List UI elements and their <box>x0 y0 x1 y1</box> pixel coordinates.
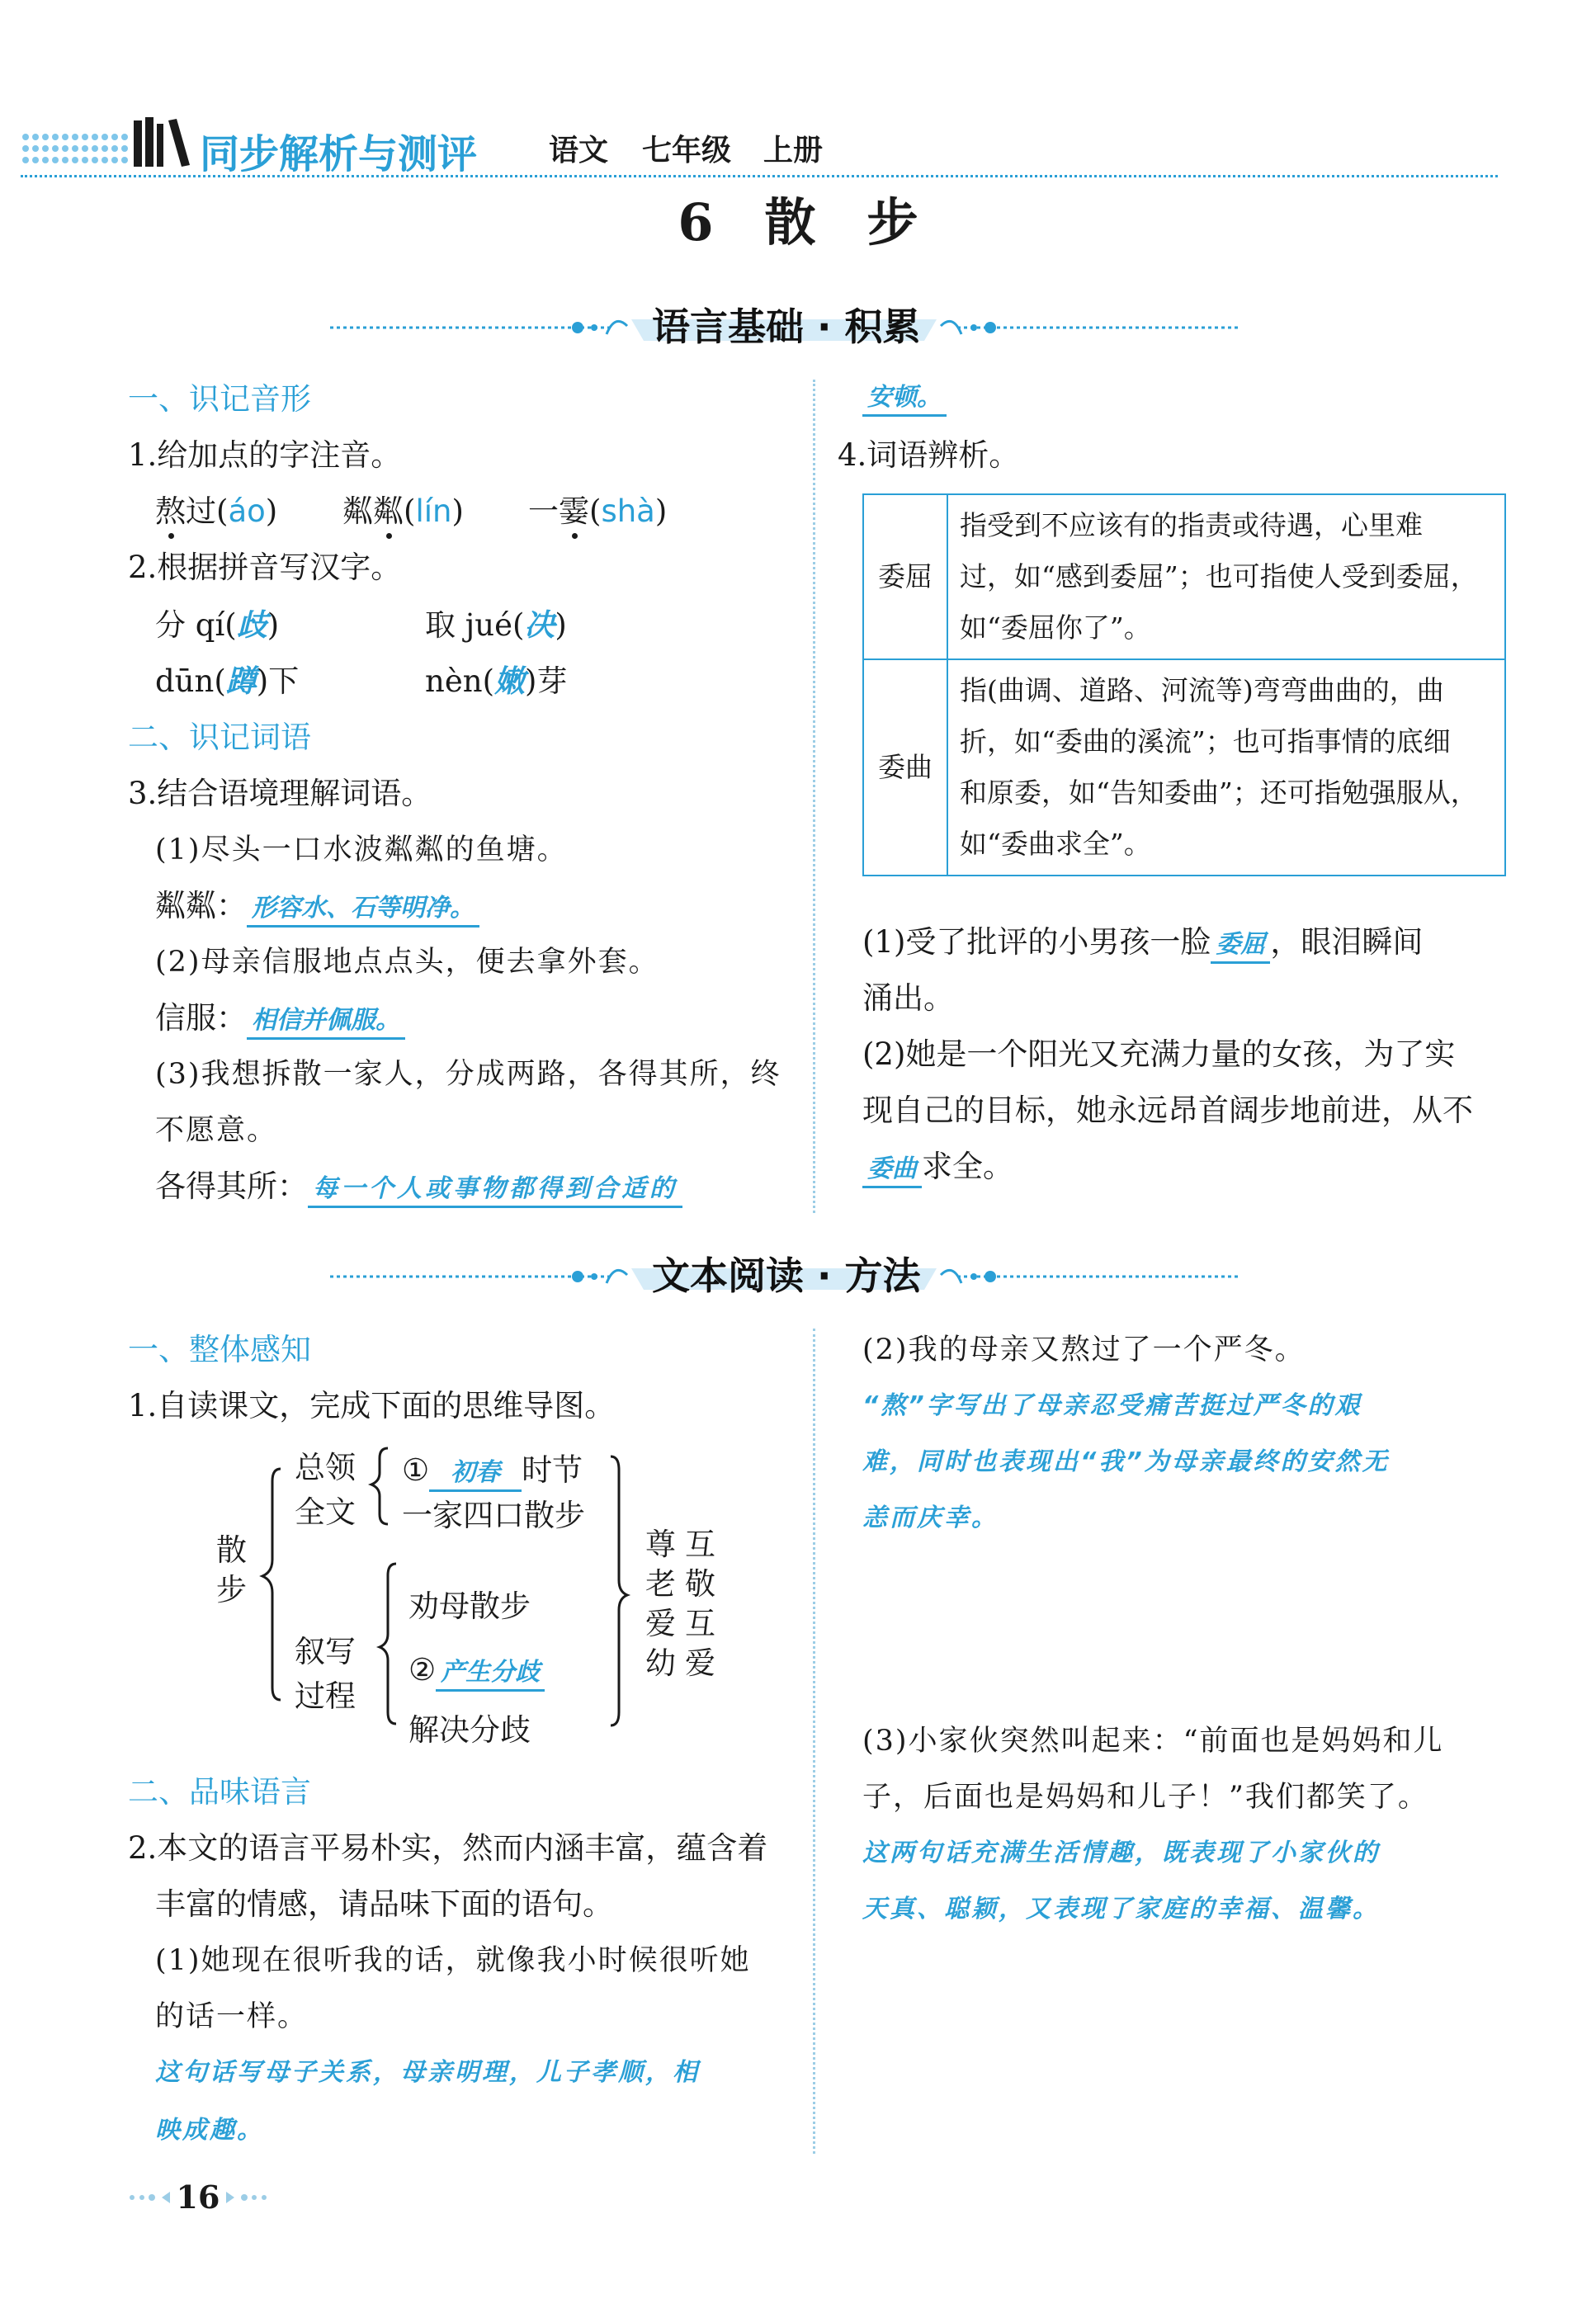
s2-question-2-line1: 2.本文的语言平易朴实，然而内涵丰富，蕴含着 <box>128 1830 768 1866</box>
books-logo-icon <box>132 116 191 170</box>
question-4: 4.词语辨析。 <box>838 437 1020 473</box>
q4-s1-pre: (1)受了批评的小男孩一脸 <box>862 924 1211 960</box>
table-def-1-line3: 如“委屈你了”。 <box>960 611 1151 644</box>
pinyin-item-3: 一霎(shà) <box>528 493 668 529</box>
q3-answer-3-line2: 安顿。 <box>862 381 947 417</box>
mindmap-theme-1: 尊老爱幼 <box>645 1527 676 1681</box>
hanzi-item-4: nèn(嫩)芽 <box>425 663 568 699</box>
column-divider <box>813 380 815 1213</box>
heading-language-appreciation: 二、品味语言 <box>128 1774 311 1810</box>
question-1: 1.给加点的字注音。 <box>128 437 402 473</box>
grade-label: 七年级 <box>642 133 732 168</box>
mindmap-item-season-post: 时节 <box>522 1452 583 1488</box>
q3-sentence-1: (1)尽头一口水波粼粼的鱼塘。 <box>155 833 568 866</box>
hanzi-prompt-3: dūn <box>155 663 215 699</box>
q4-answer-1: 委屈 <box>1211 928 1270 964</box>
s2-answer-3-line1: 这两句话充满生活情趣，既表现了小家伙的 <box>862 1839 1380 1867</box>
header-divider <box>21 175 1498 177</box>
hanzi-suffix-3: 下 <box>268 663 300 699</box>
pinyin-item-1: 熬过(áo) <box>155 493 278 529</box>
s2-answer-3-line2: 天真、聪颖，又表现了家庭的幸福、温馨。 <box>862 1895 1380 1924</box>
table-def-2-line4: 如“委曲求全”。 <box>960 828 1151 860</box>
s2-answer-2-line3: 恙而庆幸。 <box>862 1503 999 1532</box>
q3-sentence-3-line1: (3)我想拆散一家人，分成两路，各得其所，终 <box>155 1058 781 1091</box>
s2-answer-2-line1: “熬”字写出了母亲忍受痛苦挺过严冬的艰 <box>862 1391 1362 1420</box>
table-def-2-line2: 折，如“委曲的溪流”；也可指事情的底细 <box>960 725 1451 758</box>
hanzi-answer-2: 决 <box>524 607 555 643</box>
mindmap-num-1: ① <box>402 1452 430 1488</box>
volume-label: 上册 <box>763 133 824 168</box>
subject-label: 语文 <box>549 133 609 168</box>
q3-answer-2: 相信并佩服。 <box>247 1004 405 1040</box>
q3-answer-3-row: 各得其所： 每一个人或事物都得到合适的 <box>155 1168 682 1208</box>
s2-sentence-1-line1: (1)她现在很听我的话，就像我小时候很听她 <box>155 1944 751 1977</box>
mindmap-item-persuade: 劝母散步 <box>408 1588 531 1624</box>
hanzi-item-3: dūn(蹲)下 <box>155 663 300 699</box>
header-dots-decoration <box>21 130 128 168</box>
q3-word-2: 信服 <box>155 1000 216 1036</box>
table-def-2 <box>947 659 1505 876</box>
table-row <box>863 494 1505 659</box>
hanzi-answer-4: 嫩 <box>494 663 525 699</box>
hanzi-prompt-1: 分 qí <box>155 607 225 643</box>
table-def-1 <box>947 494 1505 659</box>
q3-answer-1-row: 粼粼： 形容水、石等明净。 <box>155 888 479 928</box>
hanzi-item-2: 取 jué(决) <box>425 607 567 643</box>
pinyin-answer-3: shà <box>601 493 655 529</box>
q4-sentence-2-line1: (2)她是一个阳光又充满力量的女孩，为了实 <box>862 1036 1456 1072</box>
mindmap-branch-summary: 总领全文 <box>295 1450 356 1530</box>
series-title: 同步解析与测评 <box>200 131 478 177</box>
q3-sentence-2: (2)母亲信服地点点头，便去拿外套。 <box>155 946 659 979</box>
hanzi-prompt-4: nèn <box>425 663 483 699</box>
s2-sentence-1-line2: 的话一样。 <box>155 2000 309 2033</box>
s2-answer-1-line1: 这句话写母子关系，母亲明理，儿子孝顺，相 <box>155 2058 700 2087</box>
mindmap-answer-1: 初春 <box>429 1456 522 1492</box>
hanzi-answer-3: 蹲 <box>225 663 257 699</box>
question-2: 2.根据拼音写汉字。 <box>128 550 402 585</box>
heading-vocabulary: 二、识记词语 <box>128 720 311 755</box>
q3-word-3: 各得其所 <box>155 1168 277 1204</box>
section1-title: 语言基础 · 积累 <box>652 304 921 349</box>
mindmap-branch-process: 叙写过程 <box>295 1634 356 1714</box>
word-comparison-table <box>862 493 1506 876</box>
q4-answer-2: 委曲 <box>862 1153 922 1188</box>
q3-answer-3-line1: 每一个人或事物都得到合适的 <box>308 1173 682 1208</box>
table-row <box>863 659 1505 876</box>
hanzi-suffix-4: 芽 <box>536 663 568 699</box>
q3-answer-2-row: 信服： 相信并佩服。 <box>155 1000 405 1040</box>
q4-sentence-1-line2: 涌出。 <box>862 980 954 1016</box>
table-def-2-line1: 指(曲调、道路、河流等)弯弯曲曲的，曲 <box>960 674 1444 706</box>
question-3: 3.结合语境理解词语。 <box>128 776 432 811</box>
hanzi-item-1: 分 qí(歧) <box>155 607 280 643</box>
pinyin-answer-1: áo <box>228 493 266 529</box>
section2-title: 文本阅读 · 方法 <box>652 1253 921 1298</box>
pinyin-item-2: 粼粼(lín) <box>342 493 464 529</box>
table-term-2: 委曲 <box>863 659 947 876</box>
q4-sentence-2-line2: 现自己的目标，她永远昂首阔步地前进，从不 <box>862 1093 1473 1128</box>
column-divider <box>813 1329 815 2154</box>
s2-answer-1-line2: 映成趣。 <box>155 2116 264 2145</box>
q4-sentence-1-line1 <box>862 924 1423 964</box>
mindmap-answer-2: 产生分歧 <box>436 1656 545 1692</box>
mindmap-item-resolve: 解决分歧 <box>408 1712 531 1748</box>
q3-answer-1: 形容水、石等明净。 <box>247 892 479 928</box>
s2-sentence-3-line1: (3)小家伙突然叫起来：“前面也是妈妈和儿 <box>862 1725 1444 1758</box>
pinyin-answer-2: lín <box>415 493 452 529</box>
table-term-1: 委屈 <box>863 494 947 659</box>
hanzi-prompt-2: 取 jué <box>425 607 512 643</box>
q4-s1-post: ，眼泪瞬间 <box>1270 924 1424 960</box>
mindmap-item-family: 一家四口散步 <box>402 1498 585 1533</box>
mindmap-theme-2: 互敬互爱 <box>685 1527 715 1681</box>
q4-sentence-2-line3 <box>862 1149 1013 1188</box>
s2-question-2-line2: 丰富的情感，请品味下面的语句。 <box>155 1886 613 1922</box>
mindmap-item-season <box>402 1452 583 1492</box>
mindmap-item-dispute <box>408 1652 545 1692</box>
q3-sentence-3-line2: 不愿意。 <box>155 1114 278 1147</box>
s2-question-1: 1.自读课文，完成下面的思维导图。 <box>128 1388 616 1423</box>
table-def-1-line2: 过，如“感到委屈”；也可指使人受到委屈， <box>960 560 1478 592</box>
table-def-1-line1: 指受到不应该有的指责或待遇，心里难 <box>960 509 1423 541</box>
q4-s2-post: 求全。 <box>922 1149 1013 1184</box>
s2-sentence-2: (2)我的母亲又熬过了一个严冬。 <box>862 1334 1306 1367</box>
q3-word-1: 粼粼 <box>155 888 216 923</box>
page-number: 16 <box>176 2178 220 2216</box>
lesson-title: 6 散 步 <box>678 192 918 253</box>
s2-answer-2-line2: 难，同时也表现出“我”为母亲最终的安然无 <box>862 1447 1390 1476</box>
mindmap-root: 散步 <box>216 1532 247 1607</box>
heading-overall-perception: 一、整体感知 <box>128 1332 311 1367</box>
mindmap-num-2: ② <box>408 1652 437 1688</box>
hanzi-answer-1: 歧 <box>236 607 267 643</box>
s2-sentence-3-line2: 子，后面也是妈妈和儿子！”我们都笑了。 <box>862 1781 1428 1814</box>
table-def-2-line3: 和原委，如“告知委曲”；还可指勉强服从， <box>960 777 1478 809</box>
heading-sound-form: 一、识记音形 <box>128 381 311 417</box>
